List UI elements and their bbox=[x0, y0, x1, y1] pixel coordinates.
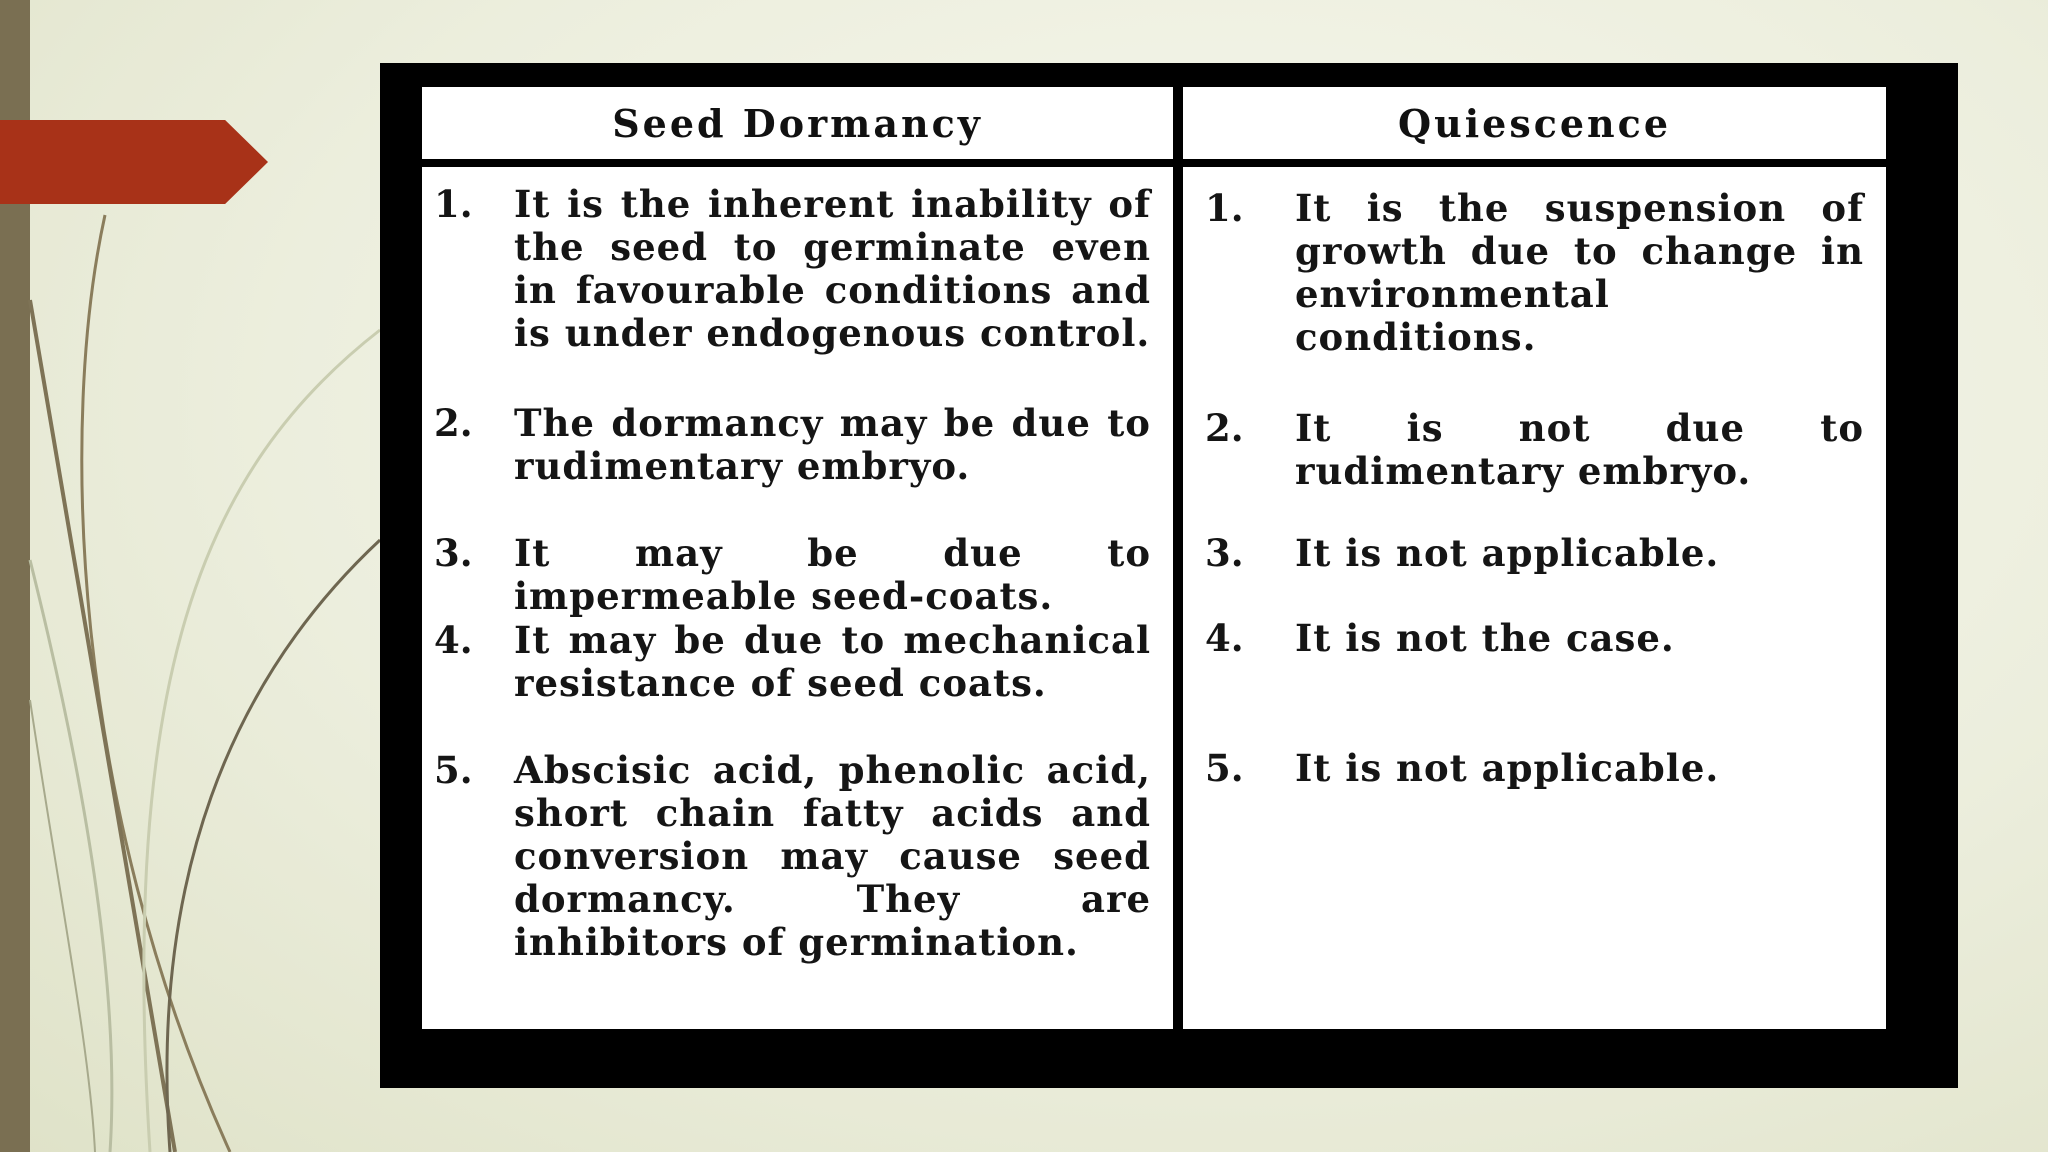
list-item bbox=[1183, 407, 1886, 493]
item-number: 5. bbox=[1205, 746, 1244, 790]
item-text: The dormancy may be due to rudimentary embryo. bbox=[514, 401, 1151, 488]
comparison-table bbox=[422, 87, 1886, 1029]
item-text: It is not applicable. bbox=[1295, 746, 1720, 790]
item-text: It is the inherent inability of the seed to germinate even in favourable conditions and is under endogenous control. bbox=[514, 182, 1151, 355]
column-divider bbox=[1173, 87, 1183, 1029]
comparison-image bbox=[380, 63, 1958, 1088]
item-text: It may be due to impermeable seed-coats. bbox=[514, 531, 1151, 618]
list-item bbox=[1183, 747, 1886, 790]
item-text: It is not the case. bbox=[1295, 616, 1675, 660]
item-text: It is not due to rudimentary embryo. bbox=[1295, 406, 1864, 493]
list-item bbox=[422, 183, 1173, 355]
item-number: 1. bbox=[434, 182, 473, 226]
item-text: Abscisic acid, phenolic acid, short chain fatty acids and conversion may cause seed dormancy. They are inhibitors of germination. bbox=[514, 748, 1151, 964]
item-number: 2. bbox=[434, 401, 473, 445]
item-text: It may be due to mechanical resistance of seed coats. bbox=[514, 618, 1151, 705]
list-item bbox=[1183, 532, 1886, 575]
item-text: It is not applicable. bbox=[1295, 531, 1720, 575]
item-text: It is the suspension of growth due to change in environmental conditions. bbox=[1295, 186, 1864, 359]
item-number: 3. bbox=[434, 531, 473, 575]
item-number: 4. bbox=[1205, 616, 1244, 660]
header-divider-left bbox=[422, 159, 1173, 167]
list-item bbox=[1183, 617, 1886, 660]
list-item bbox=[422, 619, 1173, 705]
list-item bbox=[422, 749, 1173, 964]
item-number: 4. bbox=[434, 618, 473, 662]
title-arrow-banner bbox=[0, 120, 268, 204]
list-item bbox=[422, 532, 1173, 618]
item-number: 5. bbox=[434, 748, 473, 792]
header-quiescence: Quiescence bbox=[1398, 100, 1671, 146]
item-number: 1. bbox=[1205, 186, 1244, 230]
list-item bbox=[1183, 187, 1886, 359]
header-seed-dormancy: Seed Dormancy bbox=[612, 100, 983, 146]
quiescence-column bbox=[1183, 167, 1886, 1029]
list-item bbox=[422, 402, 1173, 488]
header-divider-right bbox=[1183, 159, 1886, 167]
item-number: 2. bbox=[1205, 406, 1244, 450]
seed-dormancy-column bbox=[422, 167, 1173, 1029]
item-number: 3. bbox=[1205, 531, 1244, 575]
